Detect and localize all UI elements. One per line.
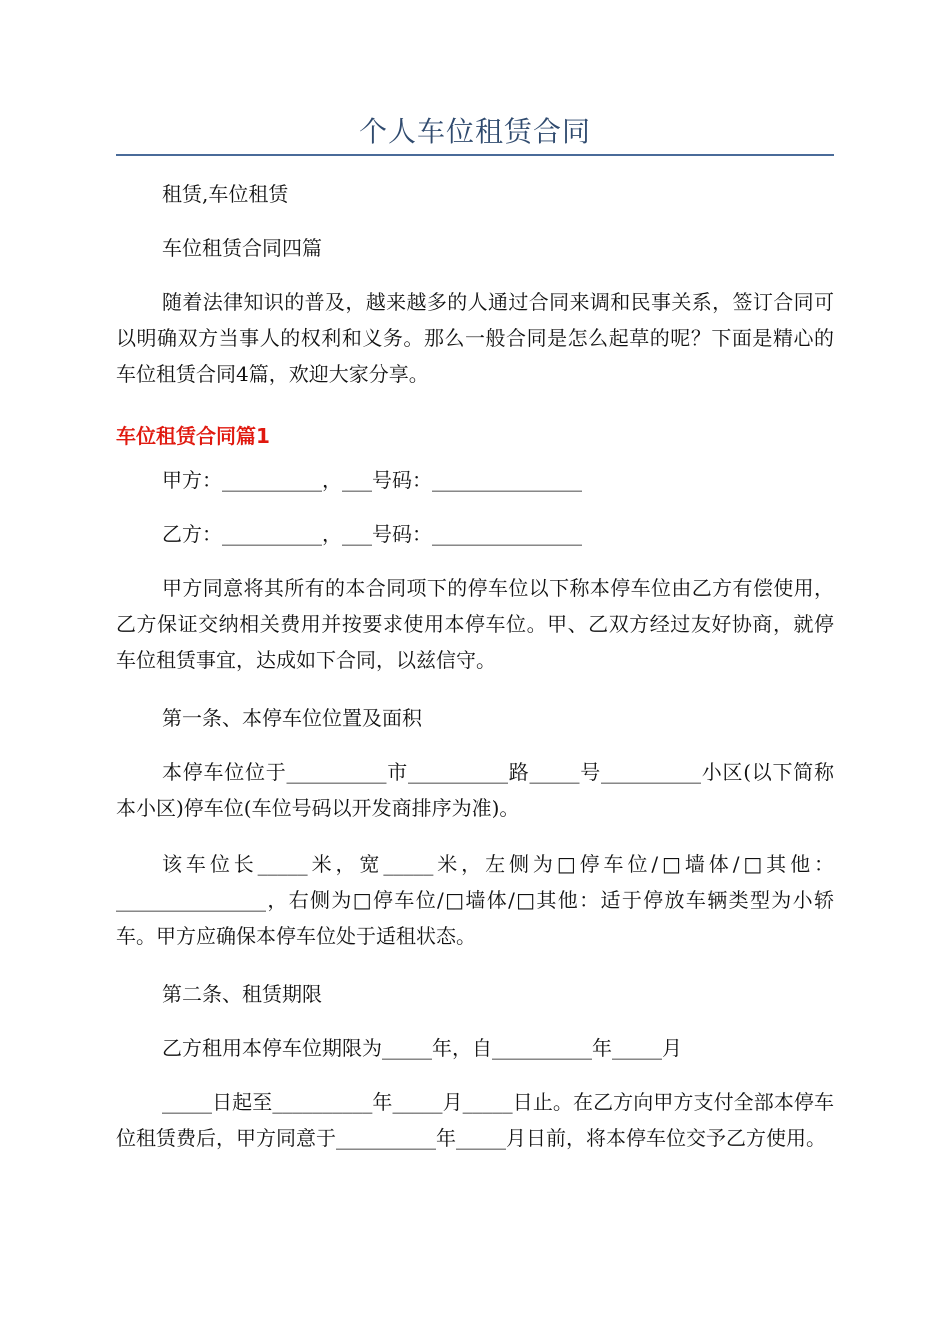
document-title: 个人车位租赁合同 bbox=[358, 115, 591, 148]
party-b-line: 乙方：__________，___号码：_______________ bbox=[162, 522, 582, 546]
article-2-period: 乙方租用本停车位期限为_____年，自__________年_____月 bbox=[162, 1036, 682, 1060]
article-1-title: 第一条、本停车位位置及面积 bbox=[162, 706, 422, 730]
tags-line: 租赁,车位租赁 bbox=[162, 182, 289, 206]
intro-paragraph: 随着法律知识的普及，越来越多的人通过合同来调和民事关系，签订合同可以明确双方当事人的权利和义务。那么一般合同是怎么起草的呢？下面是精心的车位租赁合同4篇，欢迎大家分享。 bbox=[116, 290, 834, 386]
article-1-size: 该车位长_____米，宽_____米，左侧为□停车位/□墙体/□其他：_______________，右侧为□停车位/□墙体/□其他：适于停放车辆类型为小轿车。甲方应确保本停车位处于适租状态。 bbox=[116, 852, 834, 948]
article-2-title: 第二条、租赁期限 bbox=[162, 982, 322, 1006]
party-a-line: 甲方：__________，___号码：_______________ bbox=[162, 468, 582, 492]
article-2-dates: _____日起至__________年_____月_____日止。在乙方向甲方支付全部本停车位租赁费后，甲方同意于__________年_____月日前，将本停车位交予乙方使用。 bbox=[116, 1090, 834, 1150]
section-heading: 车位租赁合同篇1 bbox=[116, 424, 270, 448]
title-underline bbox=[116, 154, 834, 156]
article-1-location: 本停车位位于__________市__________路_____号__________小区(以下简称本小区)停车位(车位号码以开发商排序为准)。 bbox=[116, 760, 834, 820]
agreement-paragraph: 甲方同意将其所有的本合同项下的停车位以下称本停车位由乙方有偿使用，乙方保证交纳相关费用并按要求使用本停车位。甲、乙双方经过友好协商，就停车位租赁事宜，达成如下合同，以兹信守。 bbox=[116, 576, 834, 672]
subtitle-line: 车位租赁合同四篇 bbox=[162, 236, 322, 260]
